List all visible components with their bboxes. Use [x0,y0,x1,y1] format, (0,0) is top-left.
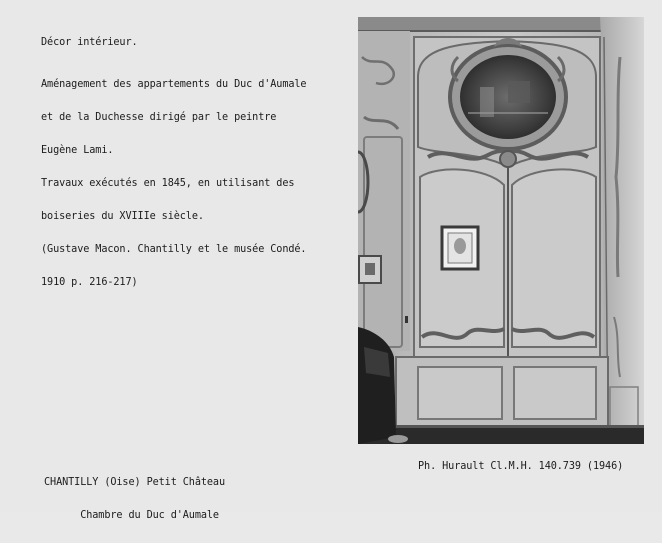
record-description [41,57,306,310]
description-line: boiseries du XVIIIe siècle. [41,211,204,222]
description-line: Eugène Lami. [41,145,114,156]
location-caption [44,455,225,543]
right-door-panel [512,169,596,347]
description-line: (Gustave Macon. Chantilly et le musée Condé. [41,244,307,255]
location-line: Chambre du Duc d'Aumale [44,510,219,521]
description-line: Travaux exécutés en 1845, en utilisant des [41,178,295,189]
description-line: 1910 p. 216-217) [41,277,138,288]
record-heading: Décor intérieur. [41,37,138,48]
photo-credit: Ph. Hurault Cl.M.H. 140.739 (1946) [418,461,624,472]
interior-photograph [358,17,644,444]
description-line: et de la Duchesse dirigé par le peintre [41,112,277,123]
description-line: Aménagement des appartements du Duc d'Aumale [41,79,307,90]
location-line: CHANTILLY (Oise) Petit Château [44,477,226,488]
